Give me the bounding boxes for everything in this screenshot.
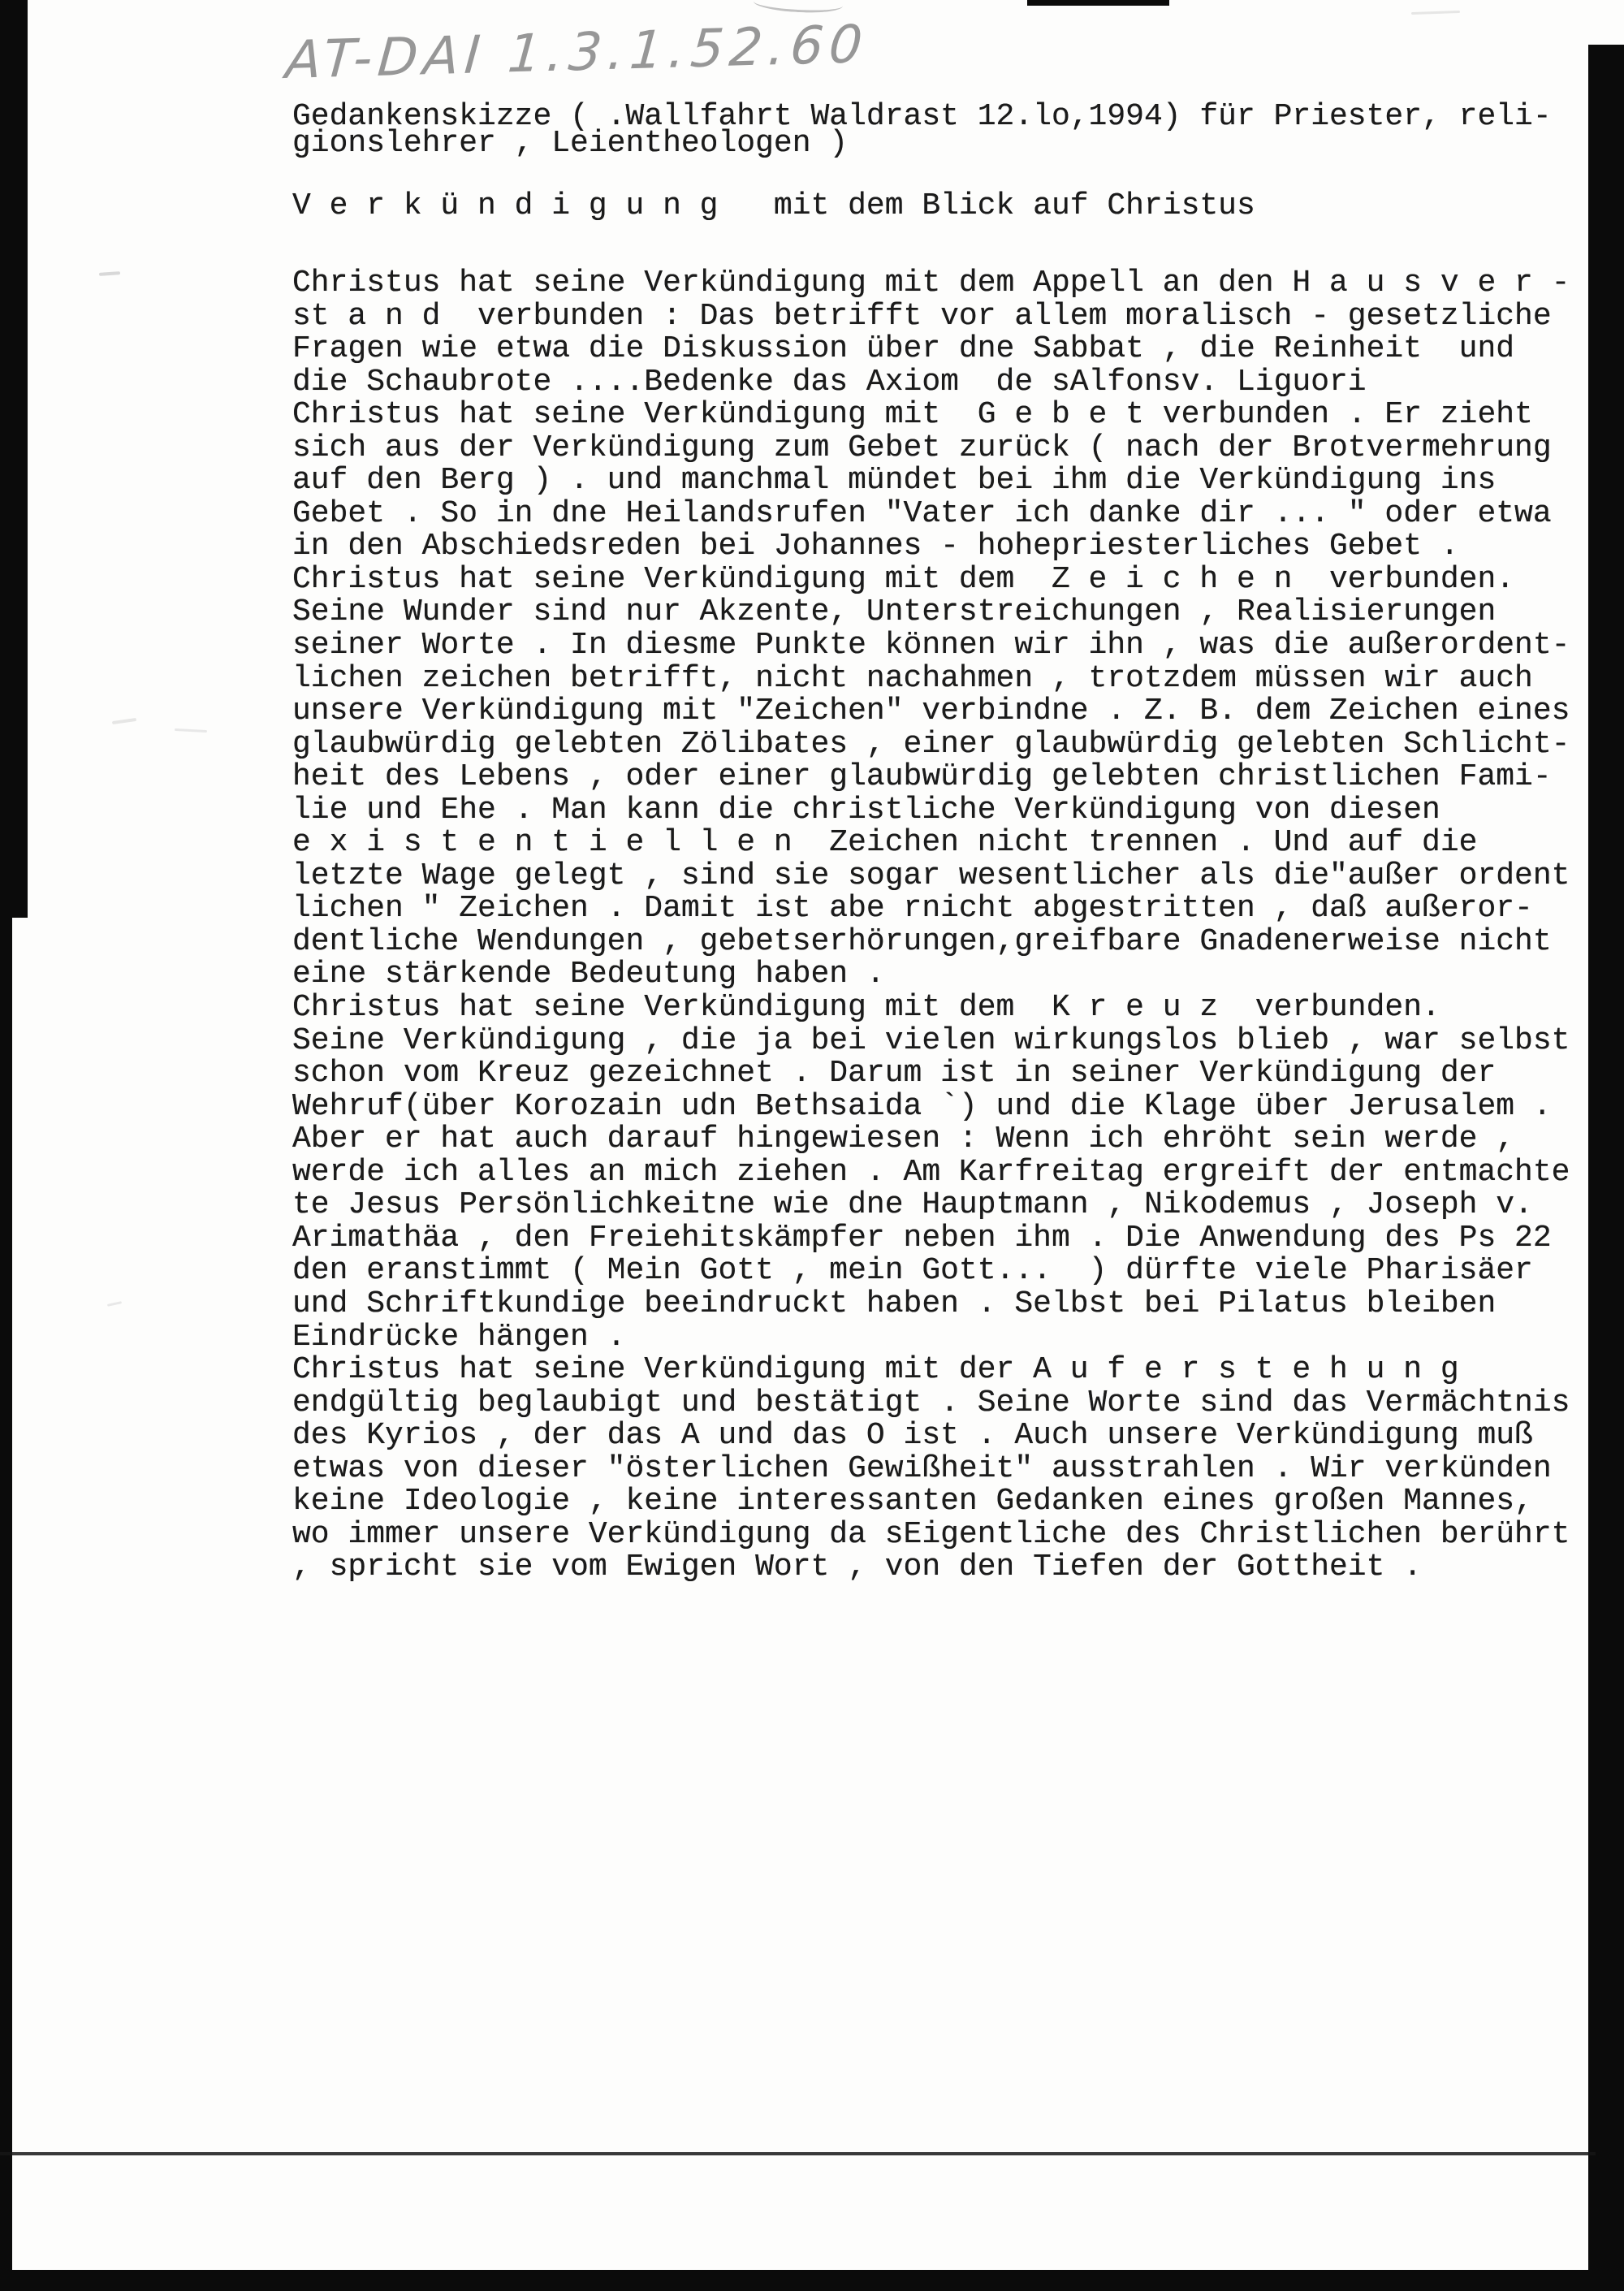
body-text-line: Fragen wie etwa die Diskussion über dne Sabbat , die Reinheit und [292, 331, 1515, 367]
body-text-line: sich aus der Verkündigung zum Gebet zurück ( nach der Brotvermehrung [292, 430, 1552, 465]
body-text-line: Seine Verkündigung , die ja bei vielen wirkungslos blieb , war selbst [292, 1022, 1570, 1058]
body-text-line: werde ich alles an mich ziehen . Am Karfreitag ergreift der entmachte [292, 1154, 1570, 1190]
scan-edge-top-notch [1027, 0, 1169, 6]
body-text-line: auf den Berg ) . und manchmal mündet bei ihm die Verkündigung ins [292, 463, 1497, 499]
document-heading: V e r k ü n d i g u n g mit dem Blick auf Christus [292, 188, 1255, 223]
body-text-line: den eranstimmt ( Mein Gott , mein Gott... ) dürfte viele Pharisäer [292, 1253, 1533, 1289]
body-text-line: Arimathäa , den Freiehitskämpfer neben ihm . Die Anwendung des Ps 22 [292, 1220, 1552, 1256]
document-title-line-2: gionslehrer , Leientheologen ) [292, 126, 849, 161]
pencil-stray-mark [754, 0, 844, 15]
body-text-line: des Kyrios , der das A und das O ist . Auch unsere Verkündigung muß [292, 1418, 1533, 1454]
body-text-line: Christus hat seine Verkündigung mit dem Z e i c h e n verbunden. [292, 561, 1515, 597]
scan-edge-left-top [0, 0, 28, 918]
body-text-line: lie und Ehe . Man kann die christliche Verkündigung von diesen [292, 792, 1440, 828]
pencil-smudge [1411, 11, 1460, 15]
body-text-line: heit des Lebens , oder einer glaubwürdig gelebten christlichen Fami- [292, 759, 1552, 795]
scan-edge-left-bottom [0, 914, 12, 2291]
body-text-line: Christus hat seine Verkündigung mit dem K r e u z verbunden. [292, 990, 1440, 1026]
pencil-smudge [99, 271, 120, 276]
body-text-line: Aber er hat auch darauf hingewiesen : Wenn ich ehröht sein werde , [292, 1122, 1515, 1157]
body-text-line: Eindrücke hängen . [292, 1319, 626, 1355]
body-text-line: Christus hat seine Verkündigung mit dem Appell an den H a u s v e r - [292, 266, 1570, 300]
document-title-line-1: Gedankenskizze ( .Wallfahrt Waldrast 12.lo,1994) für Priester, reli- [292, 99, 1552, 134]
body-text-line: , spricht sie vom Ewigen Wort , von den Tiefen der Gottheit . [292, 1550, 1423, 1585]
pencil-smudge [175, 728, 207, 733]
body-text-line: Christus hat seine Verkündigung mit der A u f e r s t e h u n g [292, 1352, 1459, 1388]
body-text-line: unsere Verkündigung mit "Zeichen" verbindne . Z. B. dem Zeichen eines [292, 694, 1570, 729]
body-text-line: Wehruf(über Korozain udn Bethsaida `) und die Klage über Jerusalem . [292, 1088, 1552, 1124]
body-text-line: te Jesus Persönlichkeitne wie dne Hauptmann , Nikodemus , Joseph v. [292, 1187, 1533, 1223]
body-text-line: Gebet . So in dne Heilandsrufen "Vater ich danke dir ... " oder etwa [292, 495, 1552, 531]
body-text-line: Christus hat seine Verkündigung mit G e b e t verbunden . Er zieht [292, 397, 1533, 433]
body-text-line: letzte Wage gelegt , sind sie sogar wesentlicher als die"außer ordent [292, 858, 1570, 893]
body-text-line: eine stärkende Bedeutung haben . [292, 957, 885, 992]
scan-edge-right [1588, 45, 1624, 2291]
body-text-line: etwas von dieser "österlichen Gewißheit" ausstrahlen . Wir verkünden [292, 1450, 1552, 1486]
body-text-line: dentliche Wendungen , gebetserhörungen,greifbare Gnadenerweise nicht [292, 923, 1552, 959]
body-text-line: die Schaubrote ....Bedenke das Axiom de sAlfonsv. Liguori [292, 364, 1367, 400]
document-body [292, 267, 1570, 1584]
body-text-line: schon vom Kreuz gezeichnet . Darum ist in seiner Verkündigung der [292, 1056, 1497, 1091]
pencil-smudge [107, 1301, 122, 1307]
body-text-line: endgültig beglaubigt und bestätigt . Seine Worte sind das Vermächtnis [292, 1385, 1570, 1420]
body-text-line: Seine Wunder sind nur Akzente, Unterstreichungen , Realisierungen [292, 594, 1497, 630]
body-text-line: lichen zeichen betrifft, nicht nachahmen , trotzdem müssen wir auch [292, 660, 1533, 696]
body-text-line: lichen " Zeichen . Damit ist abe rnicht abgestritten , daß außeror- [292, 891, 1533, 927]
body-text-line: st a n d verbunden : Das betrifft vor allem moralisch - gesetzliche [292, 298, 1552, 334]
pencil-smudge [112, 718, 136, 724]
body-text-line: in den Abschiedsreden bei Johannes - hohepriesterliches Gebet . [292, 529, 1459, 564]
scan-edge-bottom [0, 2270, 1624, 2291]
scan-artifact-line [0, 2152, 1596, 2155]
body-text-line: und Schriftkundige beeindruckt haben . Selbst bei Pilatus bleiben [292, 1286, 1497, 1321]
body-text-line: wo immer unsere Verkündigung da sEigentliche des Christlichen berührt [292, 1516, 1570, 1552]
body-text-line: seiner Worte . In diesme Punkte können wir ihn , was die außerordent- [292, 628, 1570, 664]
body-text-line: keine Ideologie , keine interessanten Gedanken eines großen Mannes, [292, 1484, 1533, 1519]
body-text-line: e x i s t e n t i e l l e n Zeichen nicht trennen . Und auf die [292, 825, 1478, 861]
body-text-line: glaubwürdig gelebten Zölibates , einer glaubwürdig gelebten Schlicht- [292, 726, 1570, 762]
handwritten-archive-signature: AT-DAI 1.3.1.52.60 [283, 14, 870, 92]
